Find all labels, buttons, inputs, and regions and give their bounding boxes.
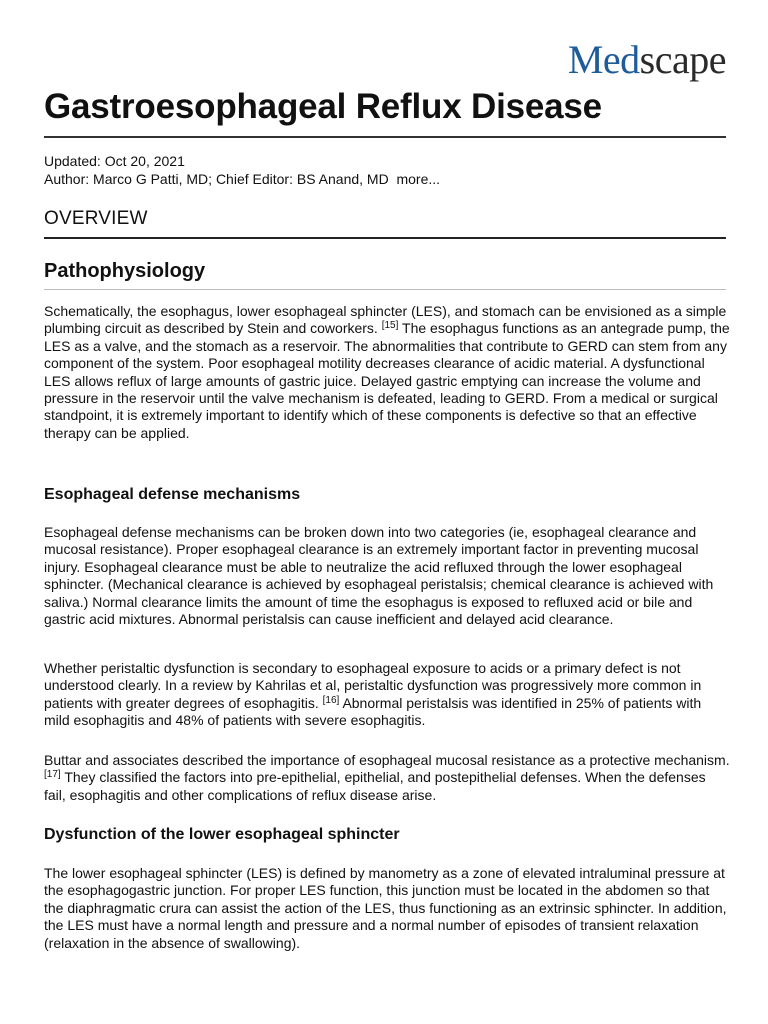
section-divider xyxy=(44,237,726,239)
paragraph-mucosal-resistance xyxy=(44,752,730,804)
author-text: Author: Marco G Patti, MD; Chief Editor: BS Anand, MD xyxy=(44,171,389,187)
reference-link[interactable]: [16] xyxy=(322,694,340,706)
paragraph-les-definition: The lower esophageal sphincter (LES) is defined by manometry as a zone of elevated intraluminal pressure at the esophagogastric junction. For proper LES function, this junction must be located in the abdomen so that the diaphragmatic crura can assist the action of the LES, thus functioning as an extrinsic sphincter. In addition, the LES must have a normal length and pressure and a normal number of episodes of transient relaxation (relaxation in the absence of swallowing). xyxy=(44,865,727,951)
paragraph-text: The esophagus functions as an antegrade pump, the LES as a valve, and the stomach as a reservoir. The abnormalities that contribute to GERD can stem from any component of the system. Poor esophageal motility decreases clearance of acidic material. A dysfunctional LES allows reflux of large amounts of gastric juice. Delayed gastric emptying can increase the volume and pressure in the reservoir until the valve mechanism is defeated, leading to GERD. From a medical or surgical standpoint, it is extremely important to identify which of these components is defective so that an effective therapy can be applied. xyxy=(44,320,730,441)
more-authors-link[interactable]: more... xyxy=(396,171,441,187)
paragraph-defense-categories: Esophageal defense mechanisms can be broken down into two categories (ie, esophageal clearance and mucosal resistance). Proper esophageal clearance is an extremely important factor in preventing mucosal injury. Esophageal clearance must be able to neutralize the acid refluxed through the lower esophageal sphincter. (Mechanical clearance is achieved by esophageal peristalsis; chemical clearance is achieved with saliva.) Normal clearance limits the amount of time the esophagus is exposed to refluxed acid or bile and gastric acid mixtures. Abnormal peristalsis can cause inefficient and delayed acid clearance. xyxy=(44,524,714,628)
logo-part-scape: scape xyxy=(639,37,726,82)
paragraph-peristaltic-dysfunction xyxy=(44,660,730,730)
page-title: Gastroesophageal Reflux Disease xyxy=(44,87,602,126)
paragraph-text: They classified the factors into pre-epithelial, epithelial, and postepithelial defenses. When the defenses fail, esophagitis and other complications of reflux disease arise. xyxy=(44,769,706,803)
paragraph-plumbing-circuit xyxy=(44,303,730,442)
logo-part-med: Med xyxy=(567,37,640,82)
paragraph-text: Whether peristaltic dysfunction is secondary to esophageal exposure to acids or a primary defect is not understood clearly. In a review by Kahrilas et al, peristaltic dysfunction was progressively more common in patients with greater degrees of esophagitis. xyxy=(44,660,702,711)
paragraph-text: Buttar and associates described the importance of esophageal mucosal resistance as a protective mechanism. xyxy=(44,752,730,768)
heading-les-dysfunction: Dysfunction of the lower esophageal sphincter xyxy=(44,826,400,843)
heading-pathophysiology: Pathophysiology xyxy=(44,260,206,282)
author-line xyxy=(44,170,440,188)
heading-underline xyxy=(44,289,726,290)
updated-date: Updated: Oct 20, 2021 xyxy=(44,153,185,169)
paragraph-text: Abnormal peristalsis was identified in 25% of patients with mild esophagitis and 48% of patients with severe esophagitis. xyxy=(44,694,702,729)
section-label: OVERVIEW xyxy=(44,208,148,229)
article-meta xyxy=(44,152,440,188)
paragraph-text: Schematically, the esophagus, lower esophageal sphincter (LES), and stomach can be envisioned as a simple plumbing circuit as described by Stein and coworkers. xyxy=(44,303,727,337)
title-divider xyxy=(44,136,726,138)
medscape-logo[interactable] xyxy=(567,37,726,82)
reference-link[interactable]: [17] xyxy=(44,769,61,781)
reference-link[interactable]: [15] xyxy=(381,320,399,332)
heading-defense-mechanisms: Esophageal defense mechanisms xyxy=(44,486,301,503)
